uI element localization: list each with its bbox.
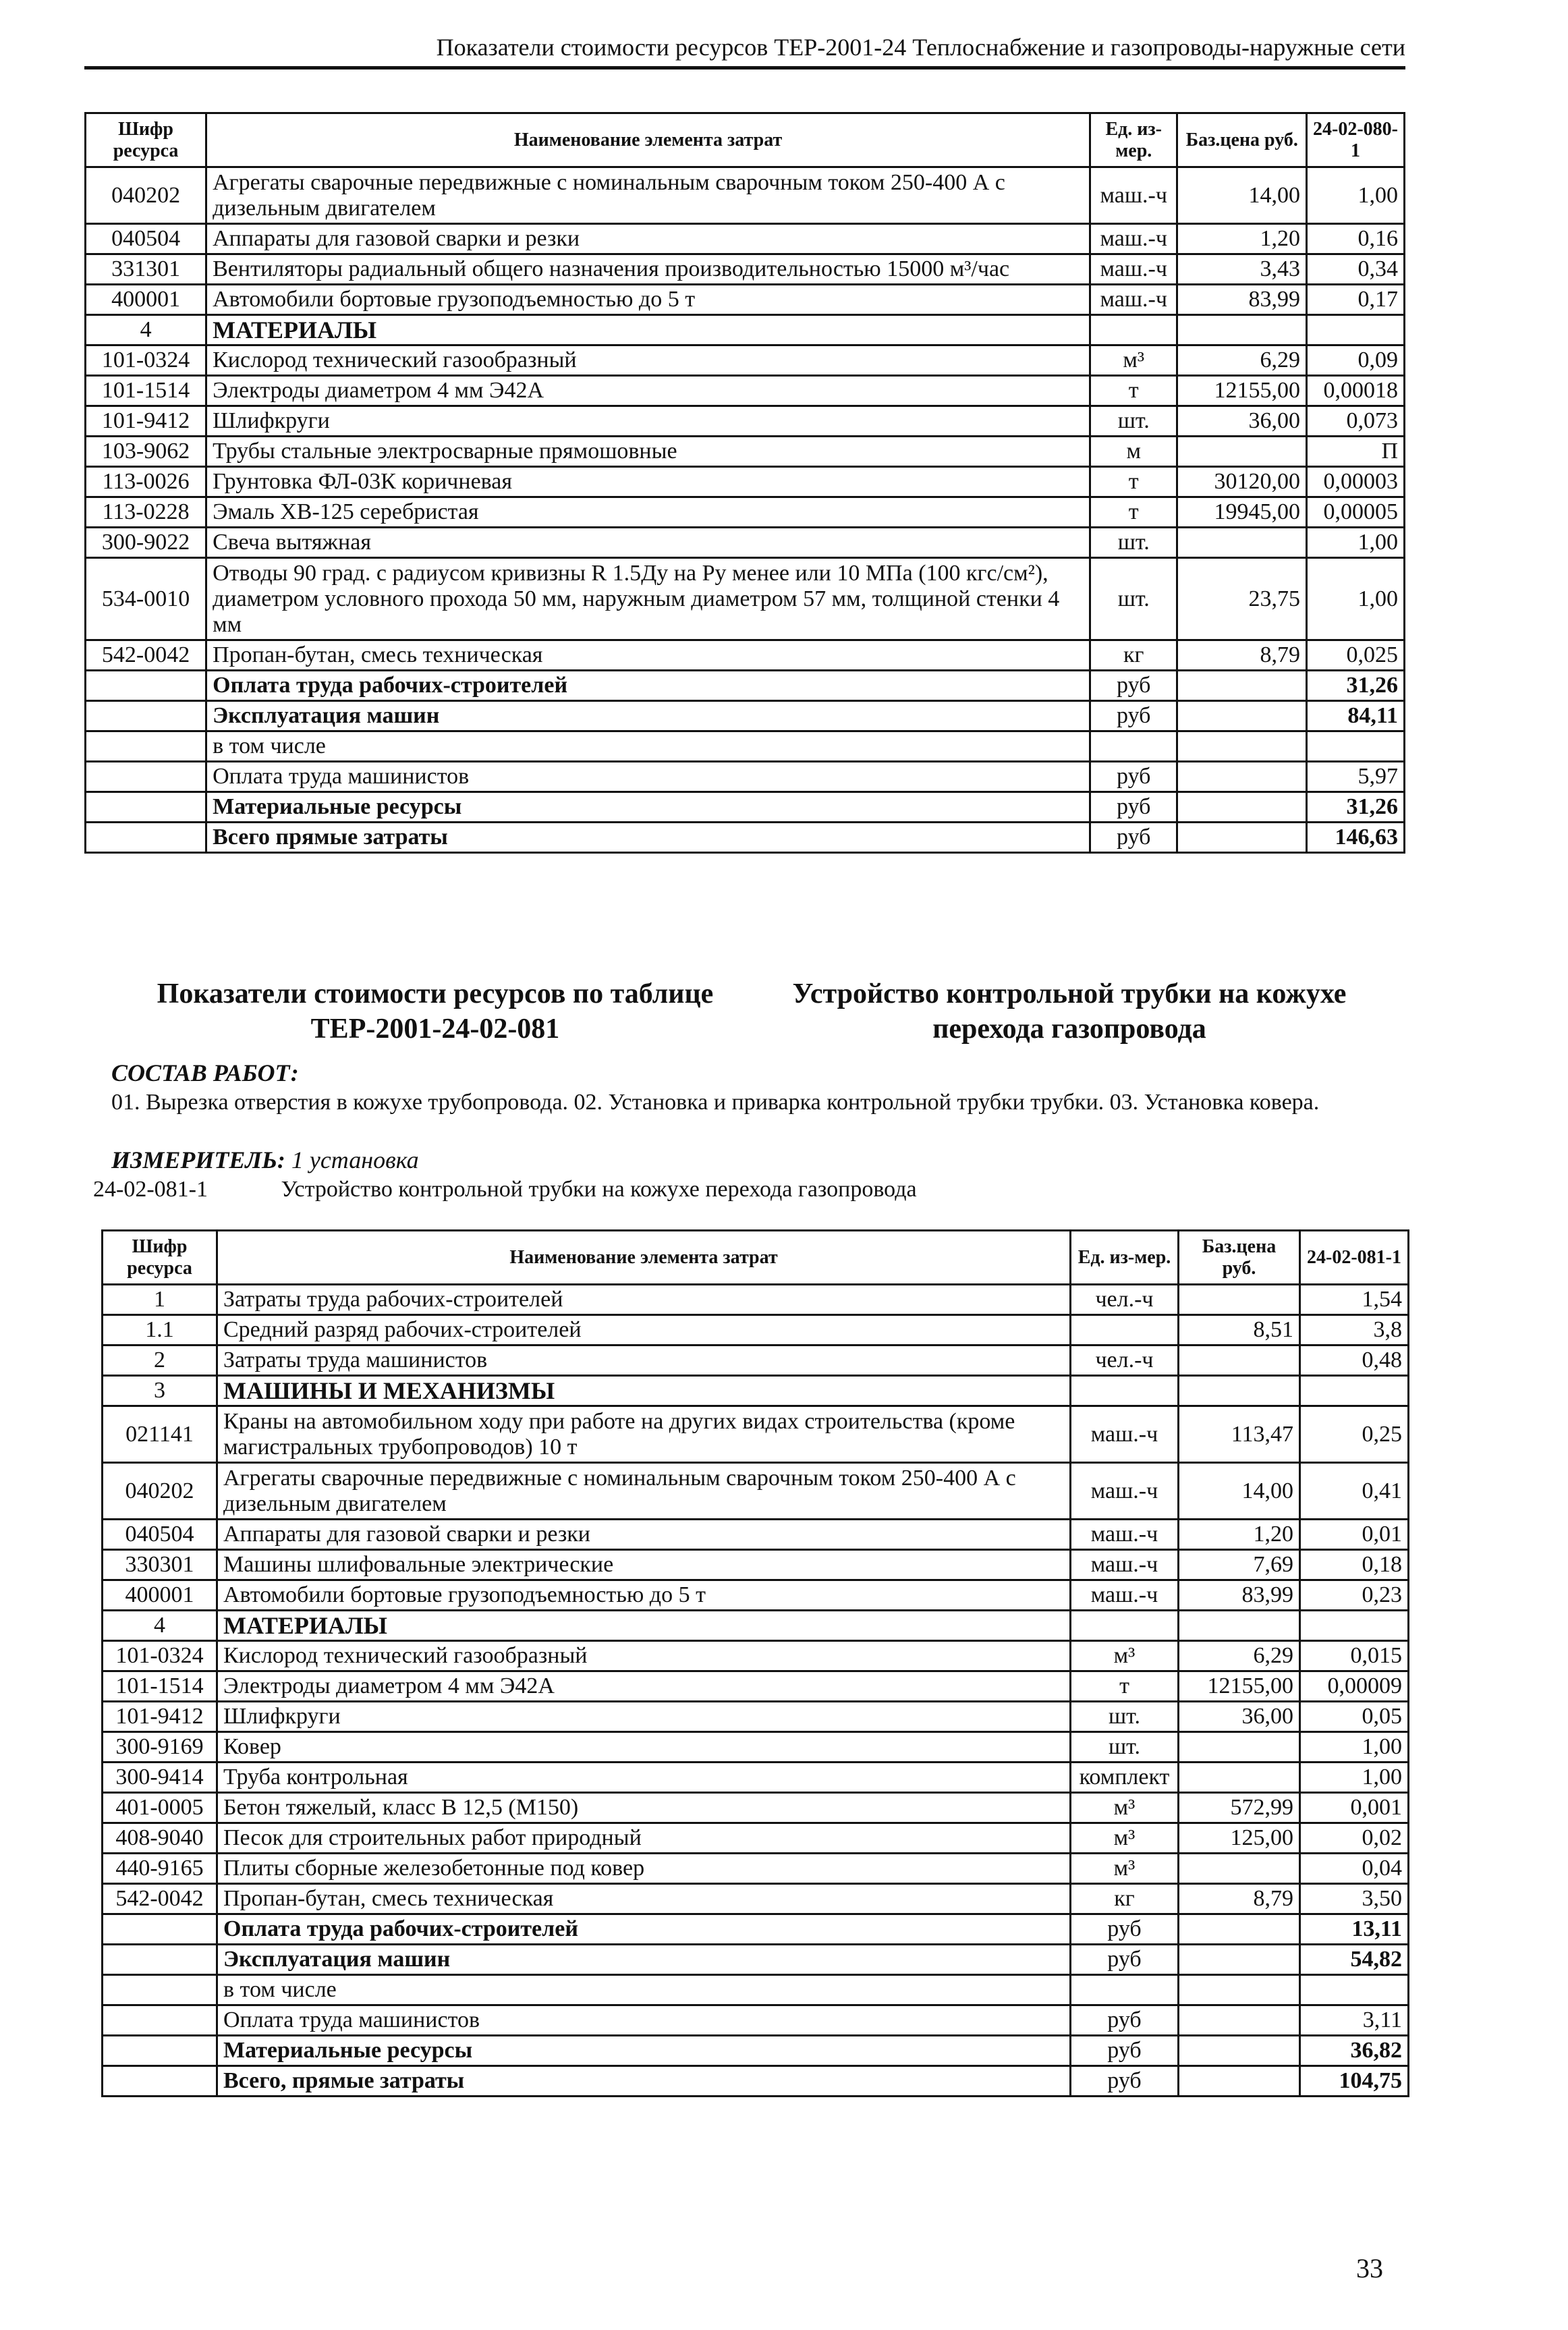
- work-composition-text: 01. Вырезка отверстия в кожухе трубопровода. 02. Установка и приварка контрольной трубки трубки. 03. Установка ковера.: [111, 1090, 1320, 1115]
- resource-base-price: 12155,00: [1179, 1671, 1300, 1702]
- resource-base-price: 8,79: [1179, 1884, 1300, 1914]
- resource-base-price: 14,00: [1177, 167, 1307, 224]
- resource-rate: 0,34: [1307, 254, 1405, 285]
- measure-value: 1 установка: [291, 1146, 419, 1173]
- resource-name: Автомобили бортовые грузоподъемностью до 5 т: [206, 285, 1090, 315]
- resource-row: [86, 167, 1405, 224]
- resource-code: 4: [86, 315, 206, 345]
- section-row: [103, 1611, 1409, 1641]
- resource-code: 1.1: [103, 1315, 217, 1346]
- resource-row: [103, 1406, 1409, 1463]
- resource-base-price: [1177, 528, 1307, 558]
- header-code: Шифр ресурса: [103, 1231, 217, 1285]
- resource-name: Трубы стальные электросварные прямошовные: [206, 437, 1090, 467]
- total-unit: руб: [1071, 1945, 1179, 1975]
- resource-row: [86, 254, 1405, 285]
- page-number: 33: [1356, 2253, 1383, 2283]
- resource-code: 101-9412: [103, 1702, 217, 1732]
- total-label: Всего прямые затраты: [206, 823, 1090, 853]
- total-code-cell: [103, 1975, 217, 2005]
- resource-code: 331301: [86, 254, 206, 285]
- resource-rate: 0,073: [1307, 406, 1405, 437]
- total-code-cell: [86, 671, 206, 701]
- resource-code: 040202: [103, 1463, 217, 1520]
- resource-unit: шт.: [1090, 406, 1177, 437]
- resource-name: Бетон тяжелый, класс В 12,5 (М150): [217, 1793, 1071, 1823]
- total-unit: руб: [1090, 701, 1177, 731]
- total-row: [86, 701, 1405, 731]
- resource-row: [103, 1793, 1409, 1823]
- total-value: 31,26: [1307, 792, 1405, 823]
- resource-row: [103, 1671, 1409, 1702]
- resource-row: [103, 1285, 1409, 1315]
- resource-unit: чел.-ч: [1071, 1285, 1179, 1315]
- total-row: [86, 731, 1405, 762]
- resource-row: [86, 467, 1405, 497]
- total-value: 36,82: [1300, 2036, 1409, 2066]
- resource-base-price: 3,43: [1177, 254, 1307, 285]
- total-value: [1300, 1975, 1409, 2005]
- resource-name: МАТЕРИАЛЫ: [206, 315, 1090, 345]
- work-composition-label: СОСТАВ РАБОТ:: [111, 1059, 299, 1086]
- total-code-cell: [86, 792, 206, 823]
- resource-name: Шлифкруги: [206, 406, 1090, 437]
- resource-base-price: 83,99: [1177, 285, 1307, 315]
- total-label: Оплата труда рабочих-строителей: [206, 671, 1090, 701]
- table-1-body: [86, 167, 1405, 853]
- total-value: 13,11: [1300, 1914, 1409, 1945]
- resource-name: Пропан-бутан, смесь техническая: [206, 640, 1090, 671]
- total-label: Оплата труда машинистов: [206, 762, 1090, 792]
- total-label: Эксплуатация машин: [217, 1945, 1071, 1975]
- resource-row: [86, 285, 1405, 315]
- total-unit: руб: [1071, 2066, 1179, 2097]
- resource-rate: 3,50: [1300, 1884, 1409, 1914]
- resource-unit: [1071, 1376, 1179, 1406]
- total-price-cell: [1179, 1945, 1300, 1975]
- resource-unit: маш.-ч: [1071, 1463, 1179, 1520]
- total-row: [103, 1914, 1409, 1945]
- resource-base-price: 7,69: [1179, 1550, 1300, 1580]
- resource-rate: 0,17: [1307, 285, 1405, 315]
- resource-unit: м³: [1071, 1641, 1179, 1671]
- work-item-code: 24-02-081-1: [93, 1177, 208, 1202]
- total-price-cell: [1179, 1914, 1300, 1945]
- resource-rate: 0,04: [1300, 1854, 1409, 1884]
- total-label: Материальные ресурсы: [217, 2036, 1071, 2066]
- resource-name: Песок для строительных работ природный: [217, 1823, 1071, 1854]
- resource-row: [103, 1732, 1409, 1763]
- total-row: [103, 2005, 1409, 2036]
- total-label: Всего, прямые затраты: [217, 2066, 1071, 2097]
- resource-name: Шлифкруги: [217, 1702, 1071, 1732]
- resource-code: 101-1514: [86, 376, 206, 406]
- resource-rate: 0,001: [1300, 1793, 1409, 1823]
- resource-base-price: 8,51: [1179, 1315, 1300, 1346]
- resource-base-price: 6,29: [1179, 1641, 1300, 1671]
- resource-rate: 0,025: [1307, 640, 1405, 671]
- resource-code: 101-9412: [86, 406, 206, 437]
- resource-base-price: 125,00: [1179, 1823, 1300, 1854]
- total-unit: руб: [1090, 671, 1177, 701]
- resource-unit: кг: [1071, 1884, 1179, 1914]
- total-row: [103, 1975, 1409, 2005]
- resource-base-price: 1,20: [1179, 1520, 1300, 1550]
- resource-rate: 1,00: [1300, 1763, 1409, 1793]
- measure-label: ИЗМЕРИТЕЛЬ:: [111, 1146, 285, 1173]
- resource-unit: шт.: [1071, 1702, 1179, 1732]
- header-rule: [84, 66, 1405, 70]
- resource-name: Вентиляторы радиальный общего назначения производительностью 15000 м³/час: [206, 254, 1090, 285]
- total-value: 84,11: [1307, 701, 1405, 731]
- resource-unit: т: [1071, 1671, 1179, 1702]
- resource-rate: 0,16: [1307, 224, 1405, 254]
- resource-base-price: 14,00: [1179, 1463, 1300, 1520]
- resource-name: Плиты сборные железобетонные под ковер: [217, 1854, 1071, 1884]
- resource-rate: 1,00: [1307, 167, 1405, 224]
- resource-base-price: [1177, 437, 1307, 467]
- total-label: Оплата труда рабочих-строителей: [217, 1914, 1071, 1945]
- total-price-cell: [1177, 671, 1307, 701]
- resource-name: МАШИНЫ И МЕХАНИЗМЫ: [217, 1376, 1071, 1406]
- resource-code: 534-0010: [86, 558, 206, 640]
- resource-row: [86, 528, 1405, 558]
- resource-unit: маш.-ч: [1071, 1406, 1179, 1463]
- total-row: [103, 1945, 1409, 1975]
- resource-unit: маш.-ч: [1090, 254, 1177, 285]
- resource-name: Свеча вытяжная: [206, 528, 1090, 558]
- total-code-cell: [103, 1945, 217, 1975]
- total-value: 5,97: [1307, 762, 1405, 792]
- total-code-cell: [103, 2005, 217, 2036]
- resource-rate: 0,02: [1300, 1823, 1409, 1854]
- resource-unit: м³: [1071, 1823, 1179, 1854]
- total-price-cell: [1177, 762, 1307, 792]
- resource-unit: кг: [1090, 640, 1177, 671]
- resource-row: [103, 1550, 1409, 1580]
- resource-name: Отводы 90 град. с радиусом кривизны R 1.5Ду на Ру менее или 10 МПа (100 кгс/см²), диаметром условного прохода 50 мм, наружным диаметром 57 мм, толщиной стенки 4 мм: [206, 558, 1090, 640]
- resource-unit: т: [1090, 467, 1177, 497]
- header-unit: Ед. из-мер.: [1071, 1231, 1179, 1285]
- resource-row: [86, 558, 1405, 640]
- header-rate: 24-02-081-1: [1300, 1231, 1409, 1285]
- resource-unit: т: [1090, 376, 1177, 406]
- resource-name: Автомобили бортовые грузоподъемностью до 5 т: [217, 1580, 1071, 1611]
- header-unit: Ед. из-мер.: [1090, 113, 1177, 167]
- resource-name: Электроды диаметром 4 мм Э42А: [206, 376, 1090, 406]
- resource-base-price: 19945,00: [1177, 497, 1307, 528]
- resource-row: [103, 1763, 1409, 1793]
- resource-unit: комплект: [1071, 1763, 1179, 1793]
- resource-row: [86, 497, 1405, 528]
- total-unit: руб: [1090, 792, 1177, 823]
- total-row: [86, 762, 1405, 792]
- resource-code: 040202: [86, 167, 206, 224]
- resource-unit: маш.-ч: [1090, 167, 1177, 224]
- resource-base-price: 23,75: [1177, 558, 1307, 640]
- resource-rate: 1,00: [1307, 558, 1405, 640]
- total-code-cell: [103, 1914, 217, 1945]
- total-label: Эксплуатация машин: [206, 701, 1090, 731]
- resource-unit: [1071, 1611, 1179, 1641]
- resource-code: 2: [103, 1346, 217, 1376]
- total-unit: руб: [1071, 2036, 1179, 2066]
- resource-rate: 0,48: [1300, 1346, 1409, 1376]
- total-code-cell: [103, 2066, 217, 2097]
- resource-code: 400001: [103, 1580, 217, 1611]
- resource-rate: 0,09: [1307, 345, 1405, 376]
- resource-code: 101-0324: [86, 345, 206, 376]
- total-row: [103, 2036, 1409, 2066]
- resource-row: [103, 1641, 1409, 1671]
- total-row: [86, 823, 1405, 853]
- resource-base-price: 83,99: [1179, 1580, 1300, 1611]
- resource-rate: 0,015: [1300, 1641, 1409, 1671]
- resource-code: 040504: [103, 1520, 217, 1550]
- resource-rate: [1300, 1376, 1409, 1406]
- resource-name: Ковер: [217, 1732, 1071, 1763]
- resource-row: [103, 1315, 1409, 1346]
- resource-code: 101-1514: [103, 1671, 217, 1702]
- resource-code: 542-0042: [103, 1884, 217, 1914]
- resource-name: Эмаль ХВ-125 серебристая: [206, 497, 1090, 528]
- resource-row: [103, 1884, 1409, 1914]
- section-row: [103, 1376, 1409, 1406]
- resource-unit: маш.-ч: [1090, 285, 1177, 315]
- resource-rate: 0,18: [1300, 1550, 1409, 1580]
- resource-rate: [1300, 1611, 1409, 1641]
- resource-rate: 0,00005: [1307, 497, 1405, 528]
- total-code-cell: [86, 731, 206, 762]
- resource-rate: 0,05: [1300, 1702, 1409, 1732]
- resource-name: Краны на автомобильном ходу при работе на других видах строительства (кроме магистральных трубопроводов) 10 т: [217, 1406, 1071, 1463]
- total-price-cell: [1177, 823, 1307, 853]
- resource-code: 040504: [86, 224, 206, 254]
- resource-name: Грунтовка ФЛ-03К коричневая: [206, 467, 1090, 497]
- resource-code: 021141: [103, 1406, 217, 1463]
- resource-base-price: [1179, 1346, 1300, 1376]
- header-rate: 24-02-080-1: [1307, 113, 1405, 167]
- work-item-line: [93, 1175, 917, 1204]
- resource-rate: П: [1307, 437, 1405, 467]
- total-code-cell: [103, 2036, 217, 2066]
- total-price-cell: [1177, 701, 1307, 731]
- resource-name: Агрегаты сварочные передвижные с номинальным сварочным током 250-400 А с дизельным двигателем: [217, 1463, 1071, 1520]
- header-name: Наименование элемента затрат: [206, 113, 1090, 167]
- resource-name: Агрегаты сварочные передвижные с номинальным сварочным током 250-400 А с дизельным двигателем: [206, 167, 1090, 224]
- resource-code: 1: [103, 1285, 217, 1315]
- total-label: Материальные ресурсы: [206, 792, 1090, 823]
- resource-unit: м³: [1071, 1854, 1179, 1884]
- resource-table-1: [84, 112, 1405, 854]
- total-price-cell: [1177, 792, 1307, 823]
- resource-name: Машины шлифовальные электрические: [217, 1550, 1071, 1580]
- resource-rate: 0,23: [1300, 1580, 1409, 1611]
- resource-name: МАТЕРИАЛЫ: [217, 1611, 1071, 1641]
- resource-unit: маш.-ч: [1071, 1520, 1179, 1550]
- resource-row: [86, 437, 1405, 467]
- resource-unit: [1071, 1315, 1179, 1346]
- resource-name: Электроды диаметром 4 мм Э42А: [217, 1671, 1071, 1702]
- resource-unit: м³: [1071, 1793, 1179, 1823]
- total-unit: руб: [1090, 823, 1177, 853]
- total-value: [1307, 731, 1405, 762]
- section-row: [86, 315, 1405, 345]
- resource-rate: 0,00003: [1307, 467, 1405, 497]
- resource-code: 401-0005: [103, 1793, 217, 1823]
- resource-row: [103, 1702, 1409, 1732]
- resource-code: 542-0042: [86, 640, 206, 671]
- resource-row: [103, 1520, 1409, 1550]
- resource-name: Кислород технический газообразный: [206, 345, 1090, 376]
- resource-name: Пропан-бутан, смесь техническая: [217, 1884, 1071, 1914]
- measure-unit-line: [111, 1145, 419, 1175]
- resource-base-price: 12155,00: [1177, 376, 1307, 406]
- resource-row: [103, 1346, 1409, 1376]
- resource-unit: т: [1090, 497, 1177, 528]
- resource-code: 330301: [103, 1550, 217, 1580]
- resource-unit: [1090, 315, 1177, 345]
- total-code-cell: [86, 823, 206, 853]
- total-label: в том числе: [217, 1975, 1071, 2005]
- total-row: [86, 792, 1405, 823]
- resource-base-price: [1179, 1732, 1300, 1763]
- resource-name: Средний разряд рабочих-строителей: [217, 1315, 1071, 1346]
- resource-base-price: 8,79: [1177, 640, 1307, 671]
- resource-rate: 0,41: [1300, 1463, 1409, 1520]
- resource-rate: 0,00018: [1307, 376, 1405, 406]
- resource-base-price: 36,00: [1179, 1702, 1300, 1732]
- resource-code: 440-9165: [103, 1854, 217, 1884]
- resource-row: [103, 1854, 1409, 1884]
- total-row: [103, 2066, 1409, 2097]
- resource-row: [86, 640, 1405, 671]
- resource-base-price: 113,47: [1179, 1406, 1300, 1463]
- resource-code: 3: [103, 1376, 217, 1406]
- resource-base-price: [1179, 1763, 1300, 1793]
- resource-unit: м³: [1090, 345, 1177, 376]
- resource-unit: шт.: [1090, 528, 1177, 558]
- resource-name: Труба контрольная: [217, 1763, 1071, 1793]
- header-code: Шифр ресурса: [86, 113, 206, 167]
- resource-code: 300-9169: [103, 1732, 217, 1763]
- resource-name: Затраты труда рабочих-строителей: [217, 1285, 1071, 1315]
- resource-code: 113-0026: [86, 467, 206, 497]
- total-price-cell: [1177, 731, 1307, 762]
- total-price-cell: [1179, 2005, 1300, 2036]
- total-value: 54,82: [1300, 1945, 1409, 1975]
- resource-row: [103, 1580, 1409, 1611]
- header-price: Баз.цена руб.: [1179, 1231, 1300, 1285]
- resource-rate: 1,54: [1300, 1285, 1409, 1315]
- resource-unit: шт.: [1071, 1732, 1179, 1763]
- total-row: [86, 671, 1405, 701]
- work-item-name: Устройство контрольной трубки на кожухе перехода газопровода: [281, 1177, 917, 1202]
- total-label: Оплата труда машинистов: [217, 2005, 1071, 2036]
- total-unit: [1090, 731, 1177, 762]
- header-price: Баз.цена руб.: [1177, 113, 1307, 167]
- total-code-cell: [86, 762, 206, 792]
- total-unit: руб: [1090, 762, 1177, 792]
- resource-code: 400001: [86, 285, 206, 315]
- resource-base-price: [1179, 1376, 1300, 1406]
- total-unit: руб: [1071, 2005, 1179, 2036]
- resource-rate: 3,8: [1300, 1315, 1409, 1346]
- resource-rate: 0,25: [1300, 1406, 1409, 1463]
- table-2-body: [103, 1285, 1409, 2097]
- resource-unit: чел.-ч: [1071, 1346, 1179, 1376]
- resource-name: Кислород технический газообразный: [217, 1641, 1071, 1671]
- resource-base-price: [1177, 315, 1307, 345]
- resource-name: Затраты труда машинистов: [217, 1346, 1071, 1376]
- header-name: Наименование элемента затрат: [217, 1231, 1071, 1285]
- total-value: 3,11: [1300, 2005, 1409, 2036]
- resource-base-price: 6,29: [1177, 345, 1307, 376]
- resource-code: 4: [103, 1611, 217, 1641]
- resource-rate: [1307, 315, 1405, 345]
- resource-unit: маш.-ч: [1090, 224, 1177, 254]
- total-code-cell: [86, 701, 206, 731]
- resource-code: 300-9414: [103, 1763, 217, 1793]
- resource-unit: маш.-ч: [1071, 1550, 1179, 1580]
- resource-row: [103, 1463, 1409, 1520]
- resource-base-price: 36,00: [1177, 406, 1307, 437]
- resource-row: [86, 406, 1405, 437]
- resource-base-price: 30120,00: [1177, 467, 1307, 497]
- resource-unit: маш.-ч: [1071, 1580, 1179, 1611]
- section-title-left: Показатели стоимости ресурсов по таблице ТЕР-2001-24-02-081: [157, 978, 714, 1045]
- resource-row: [103, 1823, 1409, 1854]
- resource-unit: шт.: [1090, 558, 1177, 640]
- resource-name: Аппараты для газовой сварки и резки: [206, 224, 1090, 254]
- total-value: 31,26: [1307, 671, 1405, 701]
- total-unit: руб: [1071, 1914, 1179, 1945]
- total-value: 104,75: [1300, 2066, 1409, 2097]
- resource-code: 101-0324: [103, 1641, 217, 1671]
- total-price-cell: [1179, 2066, 1300, 2097]
- resource-table-2: [101, 1229, 1409, 2097]
- resource-rate: 0,01: [1300, 1520, 1409, 1550]
- resource-name: Аппараты для газовой сварки и резки: [217, 1520, 1071, 1550]
- resource-rate: 0,00009: [1300, 1671, 1409, 1702]
- resource-unit: м: [1090, 437, 1177, 467]
- resource-base-price: 572,99: [1179, 1793, 1300, 1823]
- total-unit: [1071, 1975, 1179, 2005]
- resource-code: 300-9022: [86, 528, 206, 558]
- total-value: 146,63: [1307, 823, 1405, 853]
- resource-base-price: [1179, 1611, 1300, 1641]
- total-price-cell: [1179, 2036, 1300, 2066]
- resource-row: [86, 345, 1405, 376]
- resource-row: [86, 224, 1405, 254]
- resource-base-price: [1179, 1285, 1300, 1315]
- total-price-cell: [1179, 1975, 1300, 2005]
- resource-code: 113-0228: [86, 497, 206, 528]
- total-label: в том числе: [206, 731, 1090, 762]
- section-title-right: Устройство контрольной трубки на кожухе перехода газопровода: [792, 978, 1347, 1045]
- resource-rate: 1,00: [1307, 528, 1405, 558]
- resource-code: 103-9062: [86, 437, 206, 467]
- resource-code: 408-9040: [103, 1823, 217, 1854]
- resource-base-price: 1,20: [1177, 224, 1307, 254]
- resource-row: [86, 376, 1405, 406]
- resource-base-price: [1179, 1854, 1300, 1884]
- resource-rate: 1,00: [1300, 1732, 1409, 1763]
- running-title: Показатели стоимости ресурсов ТЕР-2001-24 Теплоснабжение и газопроводы-наружные сети: [436, 34, 1405, 61]
